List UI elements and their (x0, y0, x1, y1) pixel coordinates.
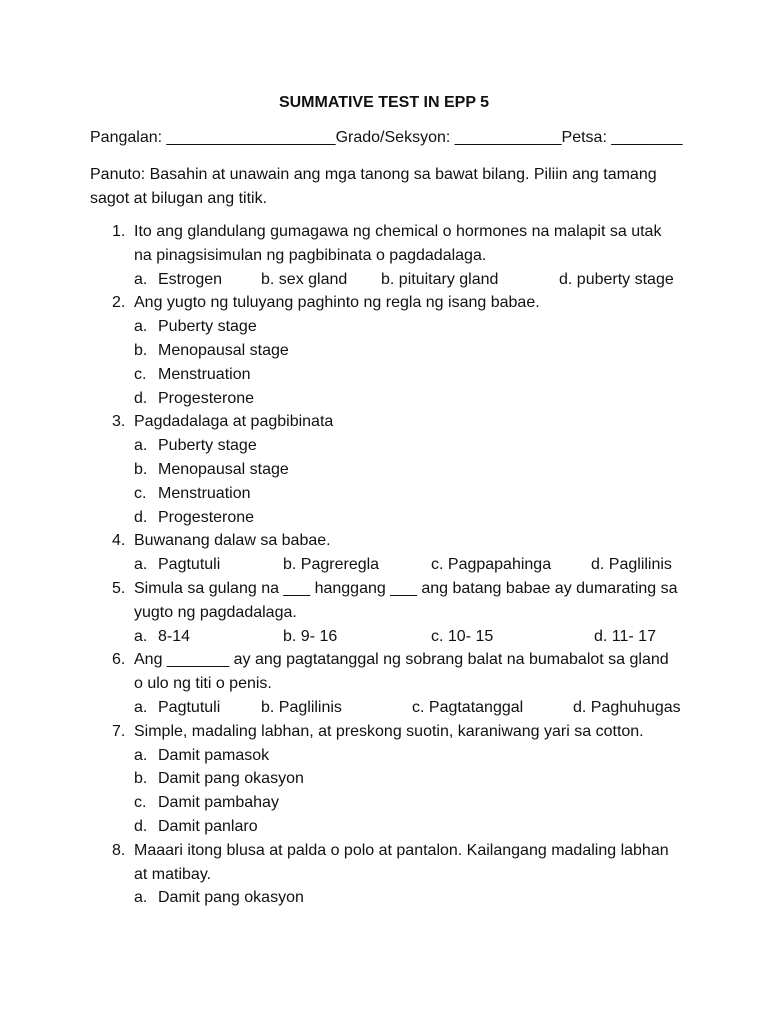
option-text: Menopausal stage (158, 341, 289, 359)
question-text: Buwanang dalaw sa babae. (134, 532, 331, 550)
question-3-options (90, 434, 690, 529)
option-c: c. Pagtatanggal (412, 698, 524, 716)
instructions: Panuto: Basahin at unawain ang mga tanong sa bawat bilang. Piliin ang tamang sagot at bilugan ang titik. (90, 166, 657, 207)
option-c (90, 363, 690, 387)
option-a (90, 434, 690, 458)
option-text: Damit pambahay (158, 794, 279, 812)
option-a: 8-14 (158, 627, 191, 645)
option-c (90, 482, 690, 506)
question-list (90, 220, 690, 910)
option-text: Damit panlaro (158, 817, 258, 835)
option-a: Pagtutuli (158, 556, 221, 574)
question-number: 1. (112, 223, 126, 240)
option-letter: b. (134, 460, 148, 478)
option-letter: d. (134, 508, 148, 526)
option-b (90, 339, 690, 363)
option-text: Menstruation (158, 484, 251, 502)
option-text: Progesterone (158, 389, 255, 407)
option-text: Puberty stage (158, 437, 257, 455)
question-1-options (90, 268, 690, 292)
question-text: Simula sa gulang na ___ hanggang ___ ang batang babae ay dumarating sa yugto ng pagdadalaga. (134, 579, 678, 621)
option-b: b. sex gland (261, 270, 348, 288)
option-text: Damit pang okasyon (158, 770, 304, 788)
option-b: b. Pagreregla (283, 556, 380, 574)
option-c: c. 10- 15 (431, 627, 494, 645)
option-b (90, 458, 690, 482)
option-letter: c. (134, 794, 147, 812)
question-number: 7. (112, 722, 126, 740)
option-d (90, 506, 690, 530)
option-letter: d. (134, 817, 148, 835)
option-letter: b. (134, 770, 148, 788)
option-letter: a. (134, 698, 148, 716)
option-d: d. 11- 17 (594, 627, 656, 645)
question-6-options (90, 696, 690, 720)
question-text: Ito ang glandulang gumagawa ng chemical o hormones na malapit sa utak na pinagsisimulan ng pagbibinata o pagdadalaga. (134, 223, 662, 264)
option-text: Damit pamasok (158, 746, 270, 764)
option-letter: a. (134, 746, 148, 764)
question-7 (90, 720, 690, 744)
question-text: Maaari itong blusa at palda o polo at pantalon. Kailangang madaling labhan at matibay. (134, 841, 669, 883)
question-6 (90, 648, 690, 696)
student-info-line: Pangalan: ___________________Grado/Seksyon: ____________Petsa: ________ (90, 129, 683, 146)
question-8-options (90, 886, 690, 910)
option-letter: c. (134, 484, 147, 502)
document-title: SUMMATIVE TEST IN EPP 5 (278, 94, 490, 111)
question-number: 3. (112, 413, 126, 431)
option-b: b. Paglilinis (261, 698, 342, 716)
option-b: b. 9- 16 (283, 627, 338, 645)
question-2 (90, 291, 690, 315)
question-number: 2. (112, 294, 126, 312)
question-5 (90, 577, 690, 625)
option-letter: a. (134, 627, 148, 645)
option-letter: a. (134, 318, 148, 336)
question-text: Ang _______ ay ang pagtatanggal ng sobrang balat na bumabalot sa gland o ulo ng titi o penis. (134, 651, 669, 693)
option-text: Menopausal stage (158, 460, 289, 478)
question-7-options (90, 744, 690, 839)
question-5-options (90, 625, 690, 649)
question-text: Pagdadalaga at pagbibinata (134, 413, 334, 431)
option-c: b. pituitary gland (381, 270, 499, 288)
question-4-options (90, 553, 690, 577)
question-2-options (90, 315, 690, 410)
option-b (90, 767, 690, 791)
question-text: Ang yugto ng tuluyang paghinto ng regla ng isang babae. (134, 294, 540, 312)
question-number: 6. (112, 651, 126, 669)
option-text: Progesterone (158, 508, 255, 526)
question-8 (90, 839, 690, 887)
option-c (90, 791, 690, 815)
option-d: d. puberty stage (559, 270, 674, 288)
option-d (90, 387, 690, 411)
question-3 (90, 410, 690, 434)
option-a (90, 315, 690, 339)
option-c: c. Pagpapahinga (431, 556, 552, 574)
option-letter: a. (134, 889, 148, 907)
option-letter: a. (134, 556, 148, 574)
option-a: Estrogen (158, 270, 223, 288)
option-a (90, 886, 690, 910)
option-letter: c. (134, 365, 147, 383)
option-d (90, 815, 690, 839)
question-1 (90, 220, 690, 268)
option-a (90, 744, 690, 768)
option-text: Puberty stage (158, 318, 257, 336)
option-a: Pagtutuli (158, 698, 221, 716)
option-d: d. Paghuhugas (573, 698, 681, 716)
option-letter: a. (134, 437, 148, 455)
option-letter: a. (134, 270, 148, 288)
question-number: 5. (112, 579, 126, 597)
question-text: Simple, madaling labhan, at preskong suotin, karaniwang yari sa cotton. (134, 722, 644, 740)
question-4 (90, 529, 690, 553)
option-d: d. Paglilinis (591, 556, 672, 574)
option-letter: d. (134, 389, 148, 407)
option-letter: b. (134, 341, 148, 359)
option-text: Menstruation (158, 365, 251, 383)
question-number: 4. (112, 532, 126, 550)
option-text: Damit pang okasyon (158, 889, 304, 907)
question-number: 8. (112, 841, 126, 859)
